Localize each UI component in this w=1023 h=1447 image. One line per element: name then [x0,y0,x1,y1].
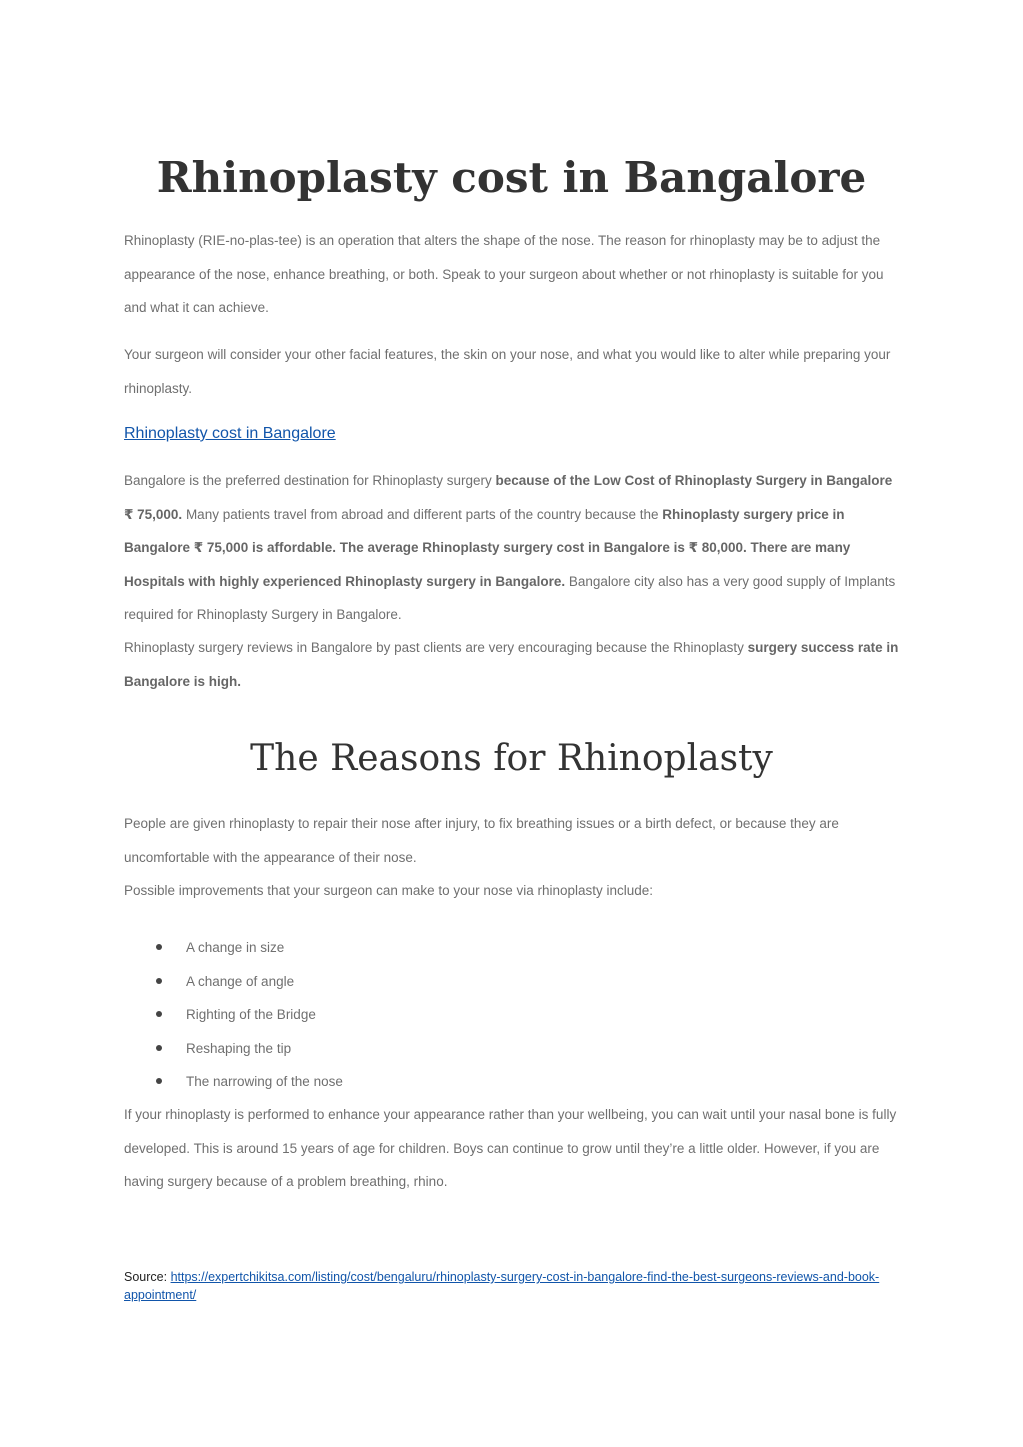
cost-text-3: Bangalore city also has a very good supply of Implants required for Rhinoplasty Surgery in Bangalore. [124,573,896,622]
page-title: Rhinoplasty cost in Bangalore [156,153,867,202]
list-item-text: The narrowing of the nose [186,1074,343,1089]
bullet-icon [156,1045,162,1051]
bullet-icon [156,1011,162,1017]
cost-bold-1: because of the Low Cost of Rhinoplasty Surgery in Bangalore ₹ 75,000. [124,473,893,522]
source-citation [124,1268,884,1304]
age-paragraph: If your rhinoplasty is performed to enhance your appearance rather than your wellbeing, you can wait until your nasal bone is fully developed. This is around 15 years of age for children. Boys can continue to grow until they’re a little older. However, if you are having surgery because of a problem breathing, rhino. [124,1107,897,1189]
cost-bold-2: Rhinoplasty surgery price in Bangalore ₹ 75,000 is affordable. The average Rhinoplasty surgery cost in Bangalore is ₹ 80,000. There are many Hospitals with highly experienced Rhinoplasty surgery in Bangalore. [124,506,851,589]
reasons-paragraph-2: Possible improvements that your surgeon can make to your nose via rhinoplasty include: [124,883,654,898]
reviews-text: Rhinoplasty surgery reviews in Bangalore by past clients are very encouraging because the Rhinoplasty [124,640,748,655]
reviews-bold: surgery success rate in Bangalore is high. [124,640,899,689]
intro-paragraph-2: Your surgeon will consider your other facial features, the skin on your nose, and what you would like to alter while preparing your rhinoplasty. [124,347,891,396]
source-link[interactable]: https://expertchikitsa.com/listing/cost/bengaluru/rhinoplasty-surgery-cost-in-bangalore-find-the-best-surgeons-reviews-and-book-appointment/ [124,1270,880,1302]
list-item-text: A change in size [186,940,285,955]
reasons-heading: The Reasons for Rhinoplasty [250,738,773,779]
list-item-text: A change of angle [186,973,295,989]
list-item-text: Reshaping the tip [186,1040,292,1056]
bullet-icon [156,978,162,984]
list-item-text: Righting of the Bridge [186,1007,316,1022]
reasons-paragraphs [124,807,899,908]
bullet-icon [156,1078,162,1084]
cost-link-heading[interactable]: Rhinoplasty cost in Bangalore [124,425,336,442]
reviews-paragraph [124,631,899,698]
cost-paragraph [124,464,899,632]
intro-paragraph-1: Rhinoplasty (RIE-no-plas-tee) is an operation that alters the shape of the nose. The reason for rhinoplasty may be to adjust the appearance of the nose, enhance breathing, or both. Speak to your surgeon about whether or not rhinoplasty is suitable for you and what it can achieve. [124,233,884,315]
reasons-paragraph-1: People are given rhinoplasty to repair their nose after injury, to fix breathing issues or a birth defect, or because they are uncomfortable with the appearance of their nose. [124,816,839,865]
source-label: Source: [124,1270,171,1284]
bullet-icon [156,944,162,950]
cost-text-1: Bangalore is the preferred destination for Rhinoplasty surgery [124,473,496,488]
cost-text-2: Many patients travel from abroad and different parts of the country because the [182,506,663,522]
